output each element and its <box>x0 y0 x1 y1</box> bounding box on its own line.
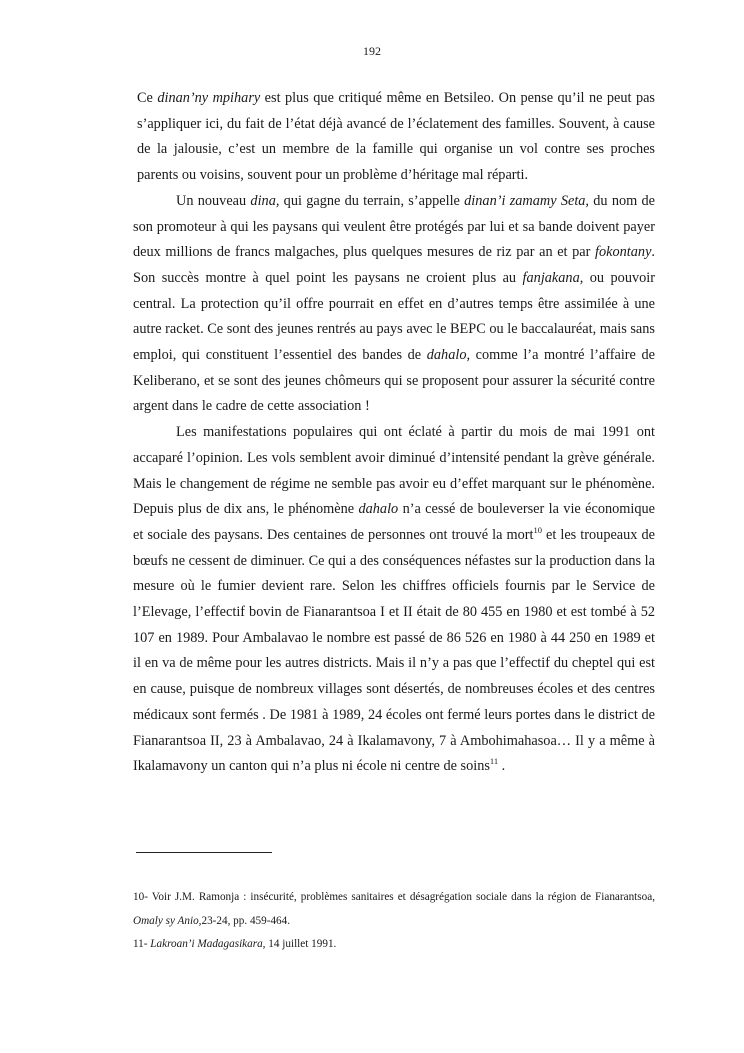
body-text <box>133 86 655 780</box>
italic-term: dinan’ny mpihary <box>157 90 261 106</box>
text-run: du nom de son promoteur à qui les paysans qui veulent être protégés par lui et sa bande doivent payer deux millions de francs malgaches, plus quelques mesures de riz par an et par <box>133 192 655 261</box>
text-run: Ce <box>137 90 158 106</box>
page-number: 192 <box>363 44 381 58</box>
text-run: . <box>498 758 506 775</box>
paragraph-3 <box>133 420 655 780</box>
footnote-ref-10: 10 <box>533 524 542 535</box>
text-run: Les manifestations populaires qui ont éclaté à partir du mois de mai 1991 ont accaparé l’opinion. Les vols semblent avoir diminué d’intensité pendant la grève générale. Mais le changement de régime ne semble pas avoir eu d’effet marquant sur le phénomène. Depuis plus de dix ans, le phénomène <box>133 424 655 518</box>
italic-term: dina, <box>250 192 280 209</box>
text-run: est plus que critiqué même en Betsileo. On pense qu’il ne peut pas s’appliquer ici, du fait de l’état déjà avancé de l’éclatement des familles. Souvent, à cause de la jalousie, c’est un membre de la famille qui organise un vol contre ses proches parents ou voisins, souvent pour un problème d’héritage mal réparti. <box>137 90 656 184</box>
text-run: Un nouveau <box>176 192 251 209</box>
footnotes <box>133 886 655 957</box>
paragraph-2 <box>133 189 655 420</box>
footnote-separator <box>136 852 272 853</box>
italic-term: fokontany <box>595 244 652 261</box>
text-run: . Son succès montre à quel point les paysans ne croient plus au <box>133 244 655 286</box>
text-run: 10- Voir J.M. Ramonja : insécurité, problèmes sanitaires et désagrégation sociale dans la région de Fianarantsoa, <box>133 891 655 903</box>
italic-term: dinan’i zamamy Seta, <box>464 192 590 209</box>
text-run: n’a cessé de bouleverser la vie économique et sociale des paysans. Des centaines de personnes ont trouvé la mort <box>133 501 655 543</box>
text-run: ou pouvoir central. La protection qu’il offre pourrait en effet en d’autres temps être assimilée à une autre racket. Ce sont des jeunes rentrés au pays avec le BEPC ou le baccalauréat, mais sans emploi, qui constituent l’essentiel des bandes de <box>133 269 655 364</box>
italic-term: dahalo, <box>426 347 471 364</box>
text-run: qui gagne du terrain, s’appelle <box>279 192 465 209</box>
text-run: 14 juillet 1991. <box>265 938 337 950</box>
paragraph-1 <box>133 86 655 189</box>
italic-term: Omaly sy Anio, <box>133 914 202 927</box>
footnote-ref-11: 11 <box>489 756 499 767</box>
italic-term: dahalo <box>358 501 399 518</box>
footnote-11 <box>133 933 655 957</box>
text-run: 23-24, pp. 459-464. <box>201 914 291 927</box>
italic-term: fanjakana, <box>522 269 584 286</box>
footnote-10 <box>133 886 655 933</box>
text-run: et les troupeaux de bœufs ne cessent de diminuer. Ce qui a des conséquences néfastes sur la production dans la mesure où le fumier devient rare. Selon les chiffres officiels fournis par le Service de l’Elevage, l’effectif bovin de Fianarantsoa I et II était de 80 455 en 1980 et est tombé à 52 107 en 1989. Pour Ambalavao le nombre est passé de 86 526 en 1980 à 44 250 en 1989 et il en va de même pour les autres districts. Mais il n’y a pas que l’effectif du cheptel qui est en cause, puisque de nombreux villages sont désertés, de nombreuses écoles et des centres médicaux sont fermés . De 1981 à 1989, 24 écoles ont fermé leurs portes dans le district de Fianarantsoa II, 23 à Ambalavao, 24 à Ikalamavony, 7 à Ambohimahasoa… Il y a même à Ikalamavony un canton qui n’a plus ni école ni centre de soins <box>133 526 655 775</box>
text-run: comme l’a montré l’affaire de Keliberano, et se sont des jeunes chômeurs qui se proposent pour assurer la sécurité contre argent dans le cadre de cette association ! <box>133 347 655 415</box>
text-run: 11- <box>133 938 151 950</box>
italic-term: Lakroan’i Madagasikara, <box>150 938 266 950</box>
